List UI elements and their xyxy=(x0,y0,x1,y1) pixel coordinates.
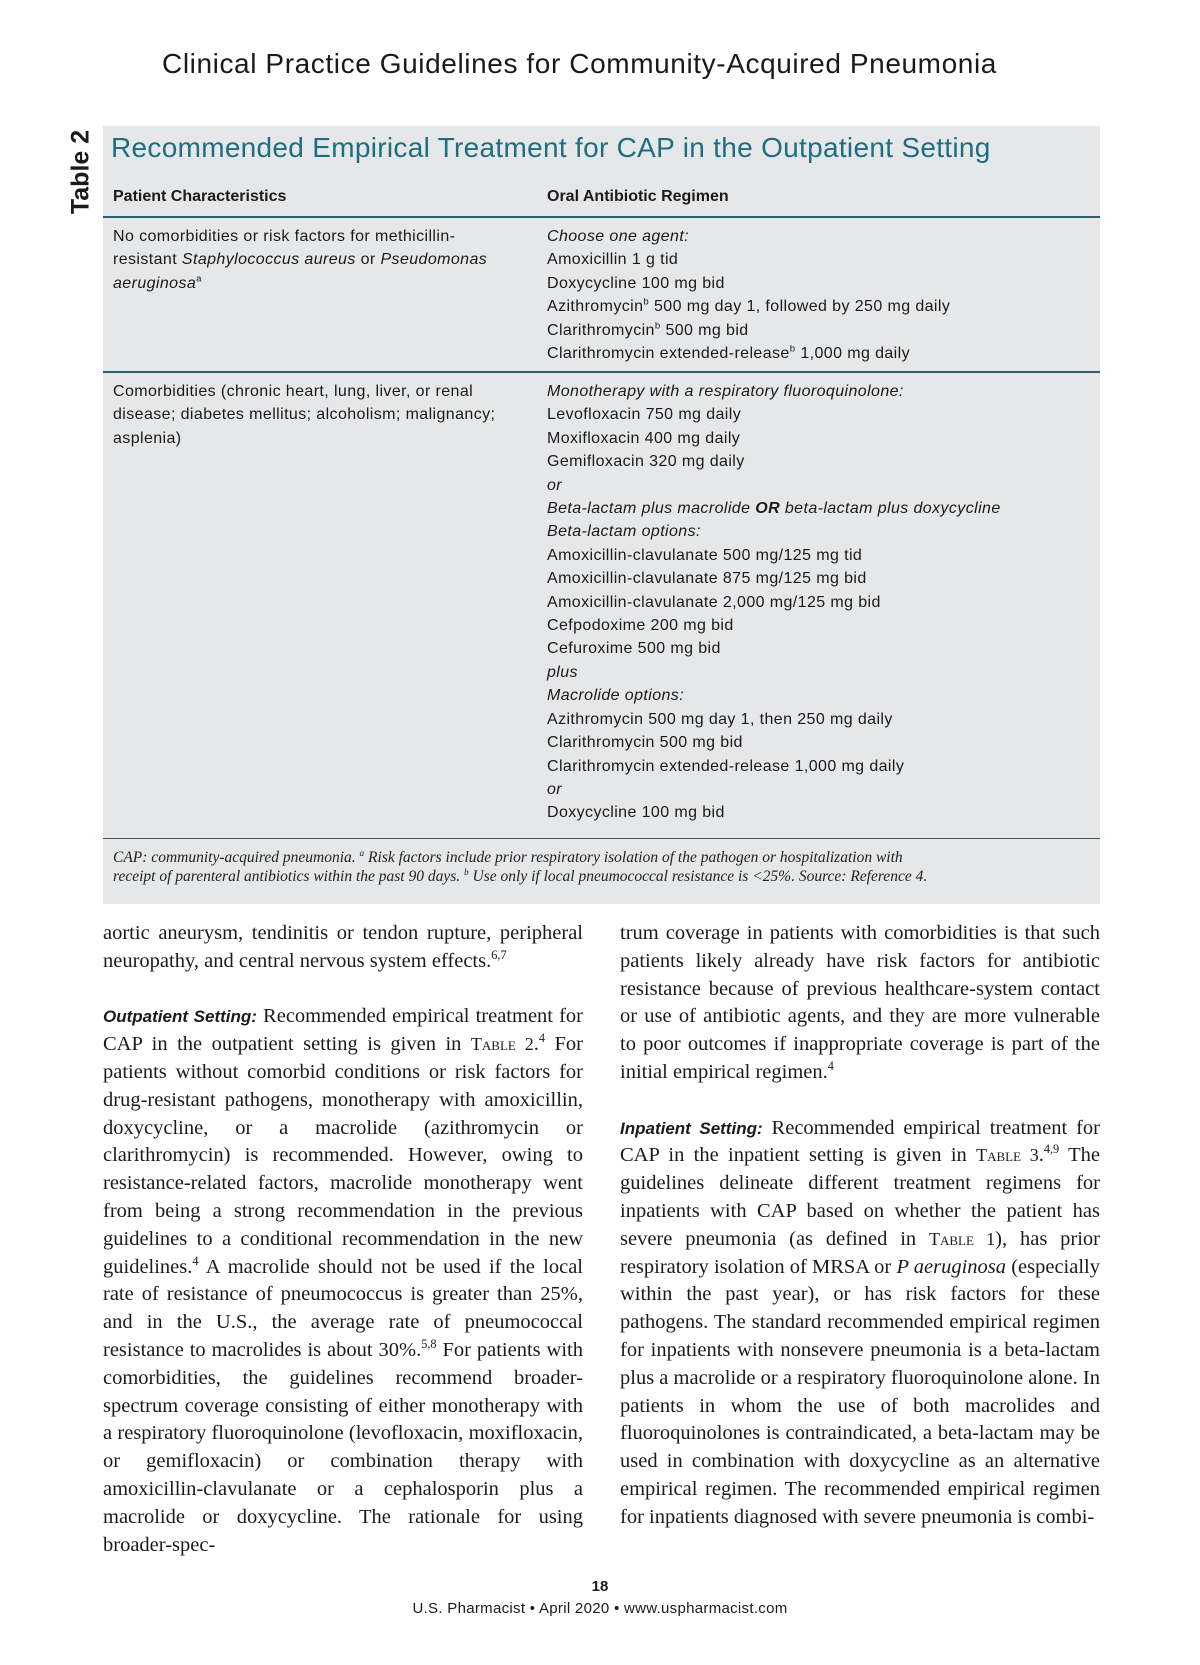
row1-patient-cell: No comorbidities or risk factors for methicillin- resistant Staphylococcus aureus or Pseudomonas aeruginosa$^a$ xyxy=(113,228,488,292)
footnote-rule xyxy=(103,838,1100,839)
row-divider-rule xyxy=(103,371,1100,373)
paragraph-inpatient: Inpatient Setting: Recommended empirical treatment for CAP in the inpatient setting is given in Table 3.$^{4,9}$ The guidelines delineate different treatment regimens for inpatients with CAP based on whether the patient has severe pneumonia (as defined in Table 1), has prior respiratory isolation of MRSA or P aeruginosa (especially within the past year), or has risk factors for these pathogens. The standard recommended empirical regimen for inpatients with nonsevere pneumonia is a beta-lactam plus a macrolide or a respiratory fluoroquinolone alone. In patients in whom the use of both macrolides and fluoroquinolones is contraindicated, a beta-lactam may be used in combination with doxycycline as an alternative empirical regimen. The recommended empirical regimen for inpatients diagnosed with severe pneumonia is combi- xyxy=(620,1116,1101,1528)
paragraph: aortic aneurysm, tendinitis or tendon rupture, peripheral neuropathy, and central nervous system effects.$^{6,7}$ xyxy=(103,922,583,972)
body-column-right xyxy=(620,920,1100,1532)
row2-patient-cell: Comorbidities (chronic heart, lung, liver, or renal disease; diabetes mellitus; alcoholism; malignancy; asplenia) xyxy=(113,383,496,447)
treatment-table xyxy=(103,126,1100,904)
table-title: Recommended Empirical Treatment for CAP in the Outpatient Setting xyxy=(111,132,991,163)
column-header-patient: Patient Characteristics xyxy=(113,188,287,205)
page-number: 18 xyxy=(591,1578,609,1595)
paragraph: trum coverage in patients with comorbidities is that such patients likely already have risk factors for antibiotic resistance because of previous healthcare-system contact or use of antibiotic agents, and they are more vulnerable to poor outcomes if inappropriate coverage is part of the initial empirical regimen.$^4$ xyxy=(620,922,1100,1083)
column-header-regimen: Oral Antibiotic Regimen xyxy=(547,188,729,205)
header-rule xyxy=(103,216,1100,218)
table-number-label: Table 2 xyxy=(66,129,95,215)
row2-regimen-cell: Monotherapy with a respiratory fluoroquinolone: Levofloxacin 750 mg daily Moxifloxacin 400 mg daily Gemifloxacin 320 mg daily or Beta-lactam plus macrolide OR beta-lactam plus doxycycline Beta-lactam options: Amoxicillin-clavulanate 500 mg/125 mg tid Amoxicillin-clavulanate 875 mg/125 mg bid Amoxicillin-clavulanate 2,000 mg/125 mg bid Cefpodoxime 200 mg bid Cefuroxime 500 mg bid plus Macrolide options: Azithromycin 500 mg day 1, then 250 mg daily Clarithromycin 500 mg bid Clarithromycin extended-release 1,000 mg daily or Doxycycline 100 mg bid xyxy=(547,383,1001,822)
running-header-title: Clinical Practice Guidelines for Community-Acquired Pneumonia xyxy=(162,48,997,79)
body-column-left xyxy=(103,920,583,1559)
row1-regimen-cell: Choose one agent: Amoxicillin 1 g tid Doxycycline 100 mg bid Azithromycin$^b$ 500 mg day 1, followed by 250 mg daily Clarithromycin$^b$ 500 mg bid Clarithromycin extended-release$^b$ 1,000 mg daily xyxy=(547,228,951,363)
table-footnote: CAP: community-acquired pneumonia. $^a$ Risk factors include prior respiratory isolation of the pathogen or hospitalization with receipt of parenteral antibiotics within the past 90 days. $^b$ Use only if local pneumococcal resistance is <25%. Source: Reference 4. xyxy=(113,848,928,885)
paragraph-outpatient: Outpatient Setting: Recommended empirical treatment for CAP in the outpatient setting is given in Table 2.$^4$ For patients without comorbid conditions or risk factors for drug-resistant pathogens, monotherapy with amoxicillin, doxycycline, or a macrolide (azithromycin or clarithromycin) is recommended. However, owing to resistance-related factors, macrolide monotherapy went from being a strong recommendation in the previous guidelines to a conditional recommendation in the new guidelines.$^4$ A macrolide should not be used if the local rate of resistance of pneumococcus is greater than 25%, and in the U.S., the average rate of pneumococcal resistance to macrolides is about 30%.$^{5,8}$ For patients with comorbidities, the guidelines recommend broader-spectrum coverage consisting of either monotherapy with a respiratory fluoroquinolone (levofloxacin, moxifloxacin, or gemifloxacin) or combination therapy with amoxicillin-clavulanate or a cephalosporin plus a macrolide or doxycycline. The rationale for using broader-spec- xyxy=(103,1005,584,1556)
publication-footer: U.S. Pharmacist • April 2020 • www.uspharmacist.com xyxy=(412,1600,788,1617)
